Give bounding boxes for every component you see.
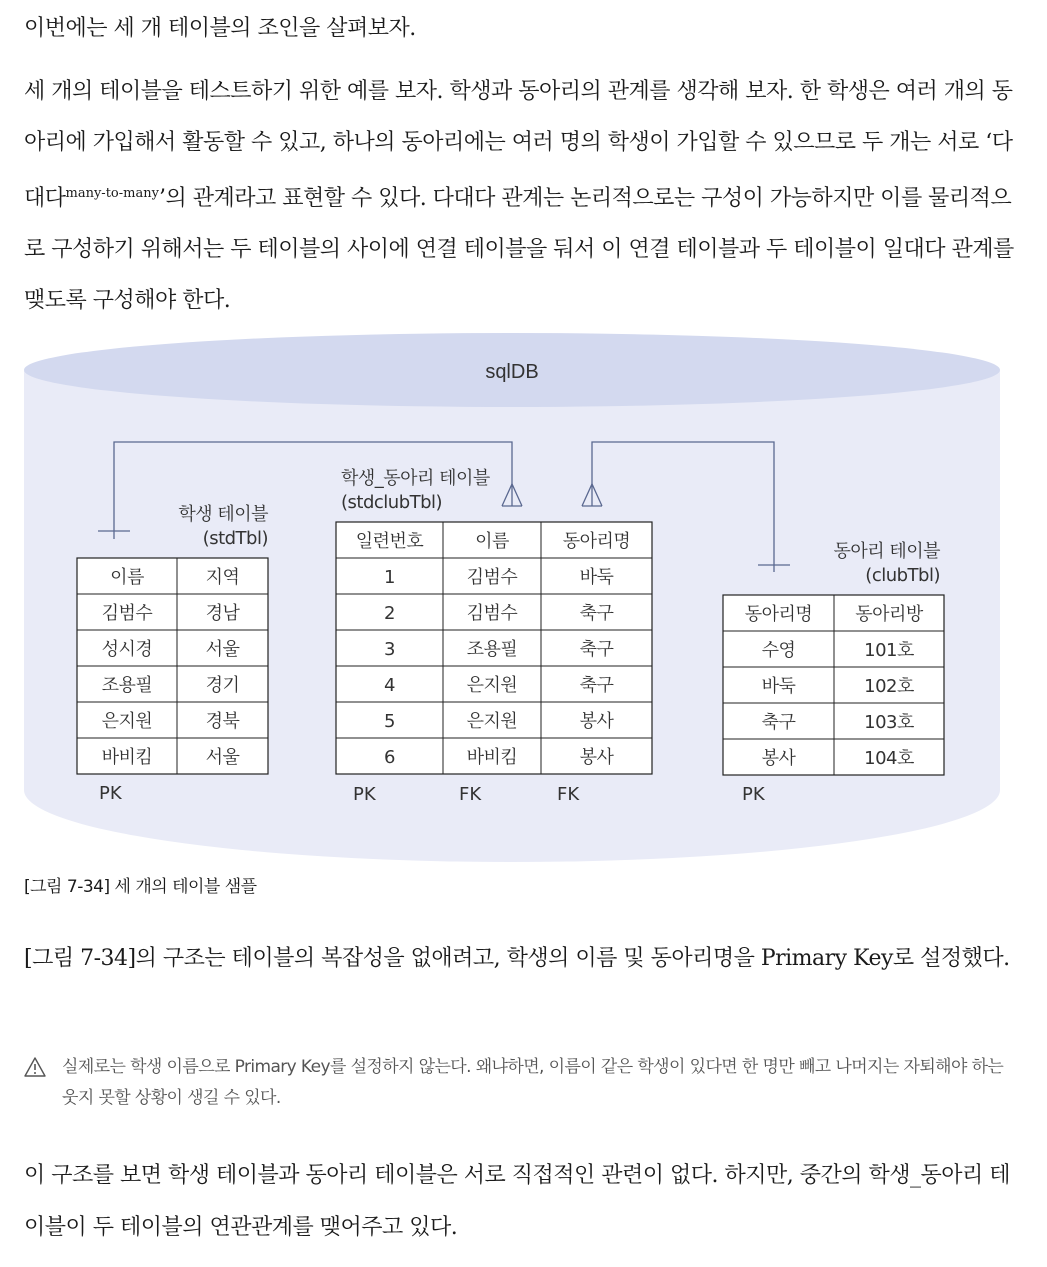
link-table-cell: 축구 bbox=[579, 675, 614, 696]
link-key-label: PK bbox=[353, 784, 376, 805]
link-table-cell: 은지원 bbox=[466, 711, 518, 732]
link-table-cell: 바둑 bbox=[579, 567, 614, 588]
link-header-cell: 이름 bbox=[475, 531, 509, 552]
club-header-cell: 동아리방 bbox=[855, 604, 923, 625]
figure-caption: [그림 7-34] 세 개의 테이블 샘플 bbox=[24, 877, 257, 897]
link-table-cell: 6 bbox=[384, 747, 395, 768]
note-text: 실제로는 학생 이름으로 Primary Key를 설정하지 않는다. 왜냐하면, 이름이 같은 학생이 있다면 한 명만 빼고 나머지는 자퇴해야 하는 웃지 못할 상황이 생길 수 있다. bbox=[62, 1057, 1004, 1108]
std-table-cell: 바비킴 bbox=[101, 747, 153, 768]
std-table-title: 학생 테이블 bbox=[178, 504, 268, 525]
club-table-cell: 103호 bbox=[864, 712, 914, 733]
std-table-cell: 성시경 bbox=[101, 639, 153, 660]
link-table-cell: 2 bbox=[384, 603, 395, 624]
std-table-cell: 조용필 bbox=[101, 675, 153, 696]
link-table-cell: 3 bbox=[384, 639, 395, 660]
std-header-cell: 지역 bbox=[205, 567, 240, 588]
std-table-cell: 은지원 bbox=[101, 711, 153, 732]
link-table-cell: 봉사 bbox=[579, 711, 614, 732]
std-table-cell: 경기 bbox=[205, 675, 240, 696]
link-key-label: FK bbox=[557, 784, 580, 805]
std-table bbox=[77, 558, 268, 804]
link-table-cell: 축구 bbox=[579, 639, 614, 660]
std-header-cell: 이름 bbox=[110, 567, 144, 588]
link-table-cell: 조용필 bbox=[466, 639, 518, 660]
club-table-cell: 축구 bbox=[761, 712, 796, 733]
link-table-title: 학생_동아리 테이블 bbox=[341, 468, 490, 489]
paragraph-text: 세 개의 테이블을 테스트하기 위한 예를 보자. 학생과 동아리의 관계를 생각해 보자. 한 학생은 여러 개의 동아리에 가입해서 활동할 수 있고, 하나의 동아리에는 여러 명의 학생이 가입할 수 있으므로 두 개는 서로 ‘다대다 bbox=[24, 79, 1013, 211]
conclusion-paragraph: 이 구조를 보면 학생 테이블과 동아리 테이블은 서로 직접적인 관련이 없다. 하지만, 중간의 학생_동아리 테이블이 두 테이블의 연관관계를 맺어주고 있다. bbox=[24, 1163, 1010, 1240]
link-table-cell: 은지원 bbox=[466, 675, 518, 696]
std-table-cell: 경북 bbox=[205, 711, 240, 732]
link-key-label: FK bbox=[459, 784, 482, 805]
warning-triangle-icon bbox=[24, 1056, 46, 1078]
club-table-cell: 수영 bbox=[761, 640, 796, 661]
std-table-cell: 서울 bbox=[205, 747, 240, 768]
link-table-cell: 5 bbox=[384, 711, 395, 732]
three-table-diagram bbox=[0, 328, 1047, 868]
structure-paragraph: [그림 7-34]의 구조는 테이블의 복잡성을 없애려고, 학생의 이름 및 동아리명을 Primary Key로 설정했다. bbox=[24, 946, 1010, 971]
club-table-cell: 바둑 bbox=[761, 676, 796, 697]
link-table-cell: 김범수 bbox=[466, 567, 518, 588]
link-table-cell: 축구 bbox=[579, 603, 614, 624]
std-key-label: PK bbox=[99, 783, 122, 804]
link-table-cell: 4 bbox=[384, 675, 395, 696]
club-table-cell: 104호 bbox=[864, 748, 914, 769]
superscript-term: many-to-many bbox=[65, 186, 159, 201]
link-header-cell: 일련번호 bbox=[355, 531, 424, 552]
link-table-subtitle: (stdclubTbl) bbox=[341, 492, 443, 513]
std-table-cell: 김범수 bbox=[101, 603, 153, 624]
database-name: sqlDB bbox=[485, 361, 539, 383]
club-table-cell: 102호 bbox=[864, 676, 914, 697]
link-table-cell: 봉사 bbox=[579, 747, 614, 768]
link-table-cell: 1 bbox=[384, 567, 395, 588]
club-table-cell: 봉사 bbox=[761, 748, 796, 769]
link-header-cell: 동아리명 bbox=[562, 531, 631, 552]
link-table-cell: 바비킴 bbox=[466, 747, 518, 768]
std-table-subtitle: (stdTbl) bbox=[202, 528, 268, 549]
explanation-paragraph bbox=[24, 66, 1014, 326]
std-table-cell: 경남 bbox=[205, 603, 240, 624]
club-table bbox=[723, 595, 944, 805]
link-table-cell: 김범수 bbox=[466, 603, 518, 624]
paragraph-text: ’의 관계라고 표현할 수 있다. 다대다 관계는 논리적으로는 구성이 가능하지만 이를 물리적으로 구성하기 위해서는 두 테이블의 사이에 연결 테이블을 둬서 이 연결 테이블과 두 테이블이 일대다 관계를 맺도록 구성해야 한다. bbox=[24, 186, 1014, 313]
club-table-cell: 101호 bbox=[864, 640, 914, 661]
club-table-title: 동아리 테이블 bbox=[833, 541, 940, 562]
link-table bbox=[336, 522, 652, 805]
std-table-cell: 서울 bbox=[205, 639, 240, 660]
club-header-cell: 동아리명 bbox=[744, 604, 813, 625]
club-key-label: PK bbox=[742, 784, 765, 805]
club-table-subtitle: (clubTbl) bbox=[865, 565, 940, 586]
intro-paragraph: 이번에는 세 개 테이블의 조인을 살펴보자. bbox=[24, 16, 416, 41]
